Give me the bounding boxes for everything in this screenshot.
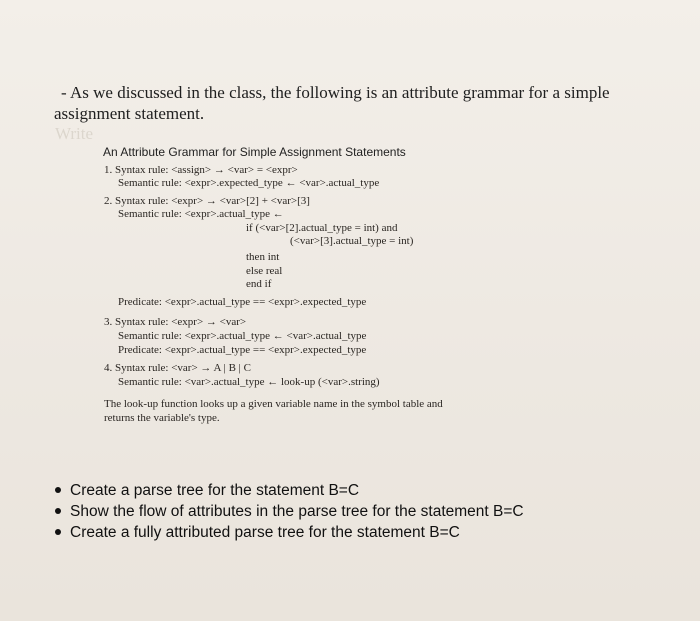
intro-paragraph bbox=[54, 82, 654, 124]
grammar-line: Semantic rule: <expr>.actual_type ← bbox=[118, 208, 284, 220]
grammar-line: returns the variable's type. bbox=[104, 412, 220, 424]
grammar-line: end if bbox=[246, 278, 272, 290]
grammar-line: (<var>[3].actual_type = int) bbox=[290, 235, 414, 247]
task-item: Create a parse tree for the statement B=C bbox=[52, 480, 672, 501]
task-item: Show the flow of attributes in the parse tree for the statement B=C bbox=[52, 501, 672, 522]
watermark-text: Write bbox=[55, 124, 94, 143]
grammar-line: 1. Syntax rule: <assign> → <var> = <expr> bbox=[104, 164, 298, 176]
grammar-line: if (<var>[2].actual_type = int) and bbox=[246, 222, 398, 234]
grammar-line: 3. Syntax rule: <expr> → <var> bbox=[104, 316, 247, 328]
bullet-icon bbox=[55, 508, 61, 514]
task-item: Create a fully attributed parse tree for the statement B=C bbox=[52, 522, 672, 543]
grammar-line: Predicate: <expr>.actual_type == <expr>.expected_type bbox=[118, 344, 367, 356]
bullet-icon bbox=[55, 487, 61, 493]
grammar-line: else real bbox=[246, 265, 283, 277]
grammar-line: Semantic rule: <expr>.expected_type ← <var>.actual_type bbox=[118, 177, 380, 189]
grammar-line: Semantic rule: <expr>.actual_type ← <var>.actual_type bbox=[118, 330, 367, 342]
grammar-line: Predicate: <expr>.actual_type == <expr>.expected_type bbox=[118, 296, 367, 308]
bullet-icon bbox=[55, 529, 61, 535]
grammar-line: The look-up function looks up a given variable name in the symbol table and bbox=[104, 398, 443, 410]
task-list bbox=[52, 480, 672, 543]
intro-line-2: assignment statement. bbox=[54, 104, 205, 123]
grammar-line: Semantic rule: <var>.actual_type ← look-up (<var>.string) bbox=[118, 376, 380, 388]
grammar-line: 2. Syntax rule: <expr> → <var>[2] + <var>[3] bbox=[104, 195, 310, 207]
intro-line-1: - As we discussed in the class, the following is an attribute grammar for a simple bbox=[61, 83, 610, 102]
grammar-line: 4. Syntax rule: <var> → A | B | C bbox=[104, 362, 251, 374]
grammar-title: An Attribute Grammar for Simple Assignment Statements bbox=[103, 145, 406, 159]
grammar-photo bbox=[90, 126, 610, 446]
grammar-line: then int bbox=[246, 251, 280, 263]
